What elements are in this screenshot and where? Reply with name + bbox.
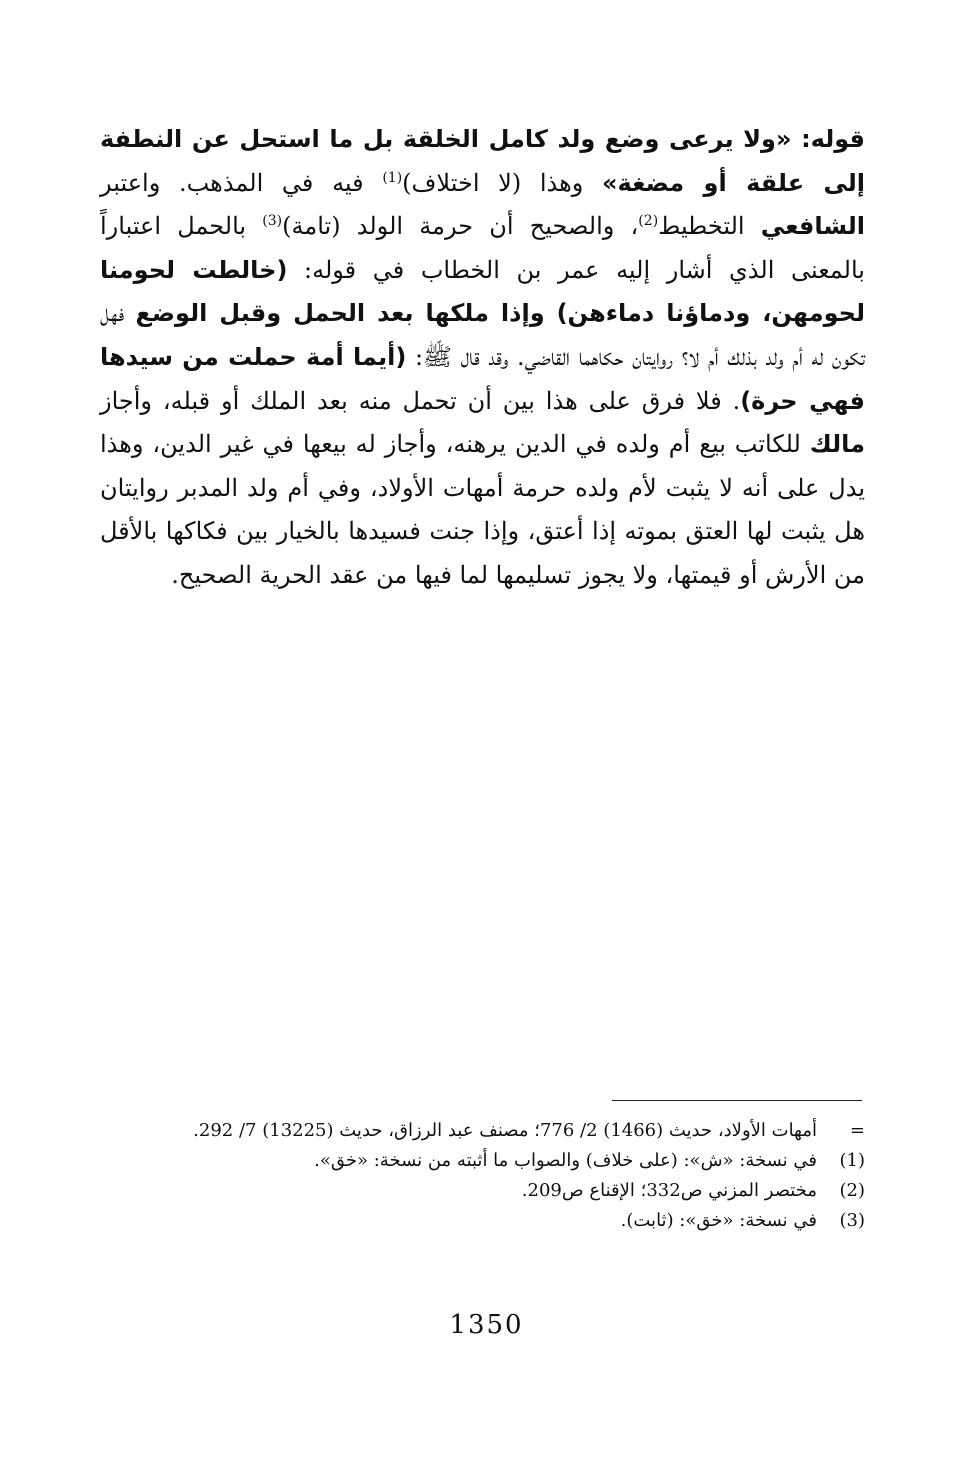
- text-segment: فيه في المذهب. واعتبر: [100, 168, 383, 197]
- footnote-ref-1[interactable]: (1): [382, 169, 403, 186]
- footnote-mark: (1): [839, 1150, 865, 1171]
- footnote-text: مختصر المزني ص332؛ الإقناع ص209.: [521, 1180, 817, 1201]
- bold-quote: قوله: «ولا يرعى وضع ولد كامل الخلقة بل ما استحل عن النطفة إلى علقة أو مضغة»: [100, 125, 865, 197]
- page-number: 1350: [449, 1310, 524, 1340]
- bold-quote: (خالطت لحومنا لحومهن، ودماؤنا دماءهن) وإذا ملكها بعد الحمل وقبل الوضع: [100, 255, 865, 328]
- footnote-mark: (2): [839, 1180, 865, 1201]
- main-paragraph: [100, 118, 865, 598]
- footnote-ref-3[interactable]: (3): [262, 213, 283, 230]
- bold-hadith: (أيما أمة حملت من سيدها فهي حرة): [100, 342, 865, 415]
- main-text: [100, 118, 865, 598]
- footnote-text: في نسخة: «خق»: (ثابت).: [620, 1210, 817, 1231]
- text-segment: فهل تكون له أم ولد بذلك أم لا؟ روايتان حكاهما القاضي. وقد قال ﷺ:: [100, 299, 865, 371]
- footnote-text: أمهات الأولاد، حديث (1466) 2/ 776؛ مصنف عبد الرزاق، حديث (13225) 7/ 292.: [193, 1120, 817, 1141]
- footnote-mark: =: [849, 1120, 865, 1141]
- text-segment: بالحمل اعتباراً بالمعنى الذي أشار إليه عمر بن الخطاب في قوله:: [100, 212, 865, 284]
- text-segment: . فلا فرق على هذا بين أن تحمل منه بعد الملك أو قبله، وأجاز: [100, 386, 741, 415]
- footnote-continued: [100, 1116, 865, 1146]
- text-segment: التخطيط: [658, 212, 761, 241]
- text-segment: للكاتب بيع أم ولده في الدين يرهنه، وأجاز له بيعها في غير الدين، وهذا يدل على أنه لا يثبت لأم ولده حرمة أمهات الأولاد، وفي أم ولد المدبر روايتان هل يثبت لها العتق بموته إذا أعتق، وإذا جنت فسيدها بالخيار بين فكاكها بالأقل من الأرش أو قيمتها، ولا يجوز تسليمها لما فيها من عقد الحرية الصحيح.: [100, 430, 866, 589]
- footnote-mark: (3): [839, 1210, 865, 1231]
- footnote-2: [100, 1176, 865, 1206]
- footnote-divider: [612, 1100, 862, 1101]
- bold-name: الشافعي: [760, 212, 865, 241]
- footnote-3: [100, 1206, 865, 1236]
- bold-name: مالك: [809, 430, 865, 459]
- text-segment: ، والصحيح أن حرمة الولد (تامة): [282, 212, 639, 241]
- text-segment: وهذا (لا اختلاف): [402, 168, 603, 197]
- footnotes: [100, 1116, 865, 1236]
- footnote-ref-2[interactable]: (2): [638, 213, 659, 230]
- footnote-1: [100, 1146, 865, 1176]
- footnote-text: في نسخة: «ش»: (على خلاف) والصواب ما أثبته من نسخة: «خق».: [314, 1150, 817, 1171]
